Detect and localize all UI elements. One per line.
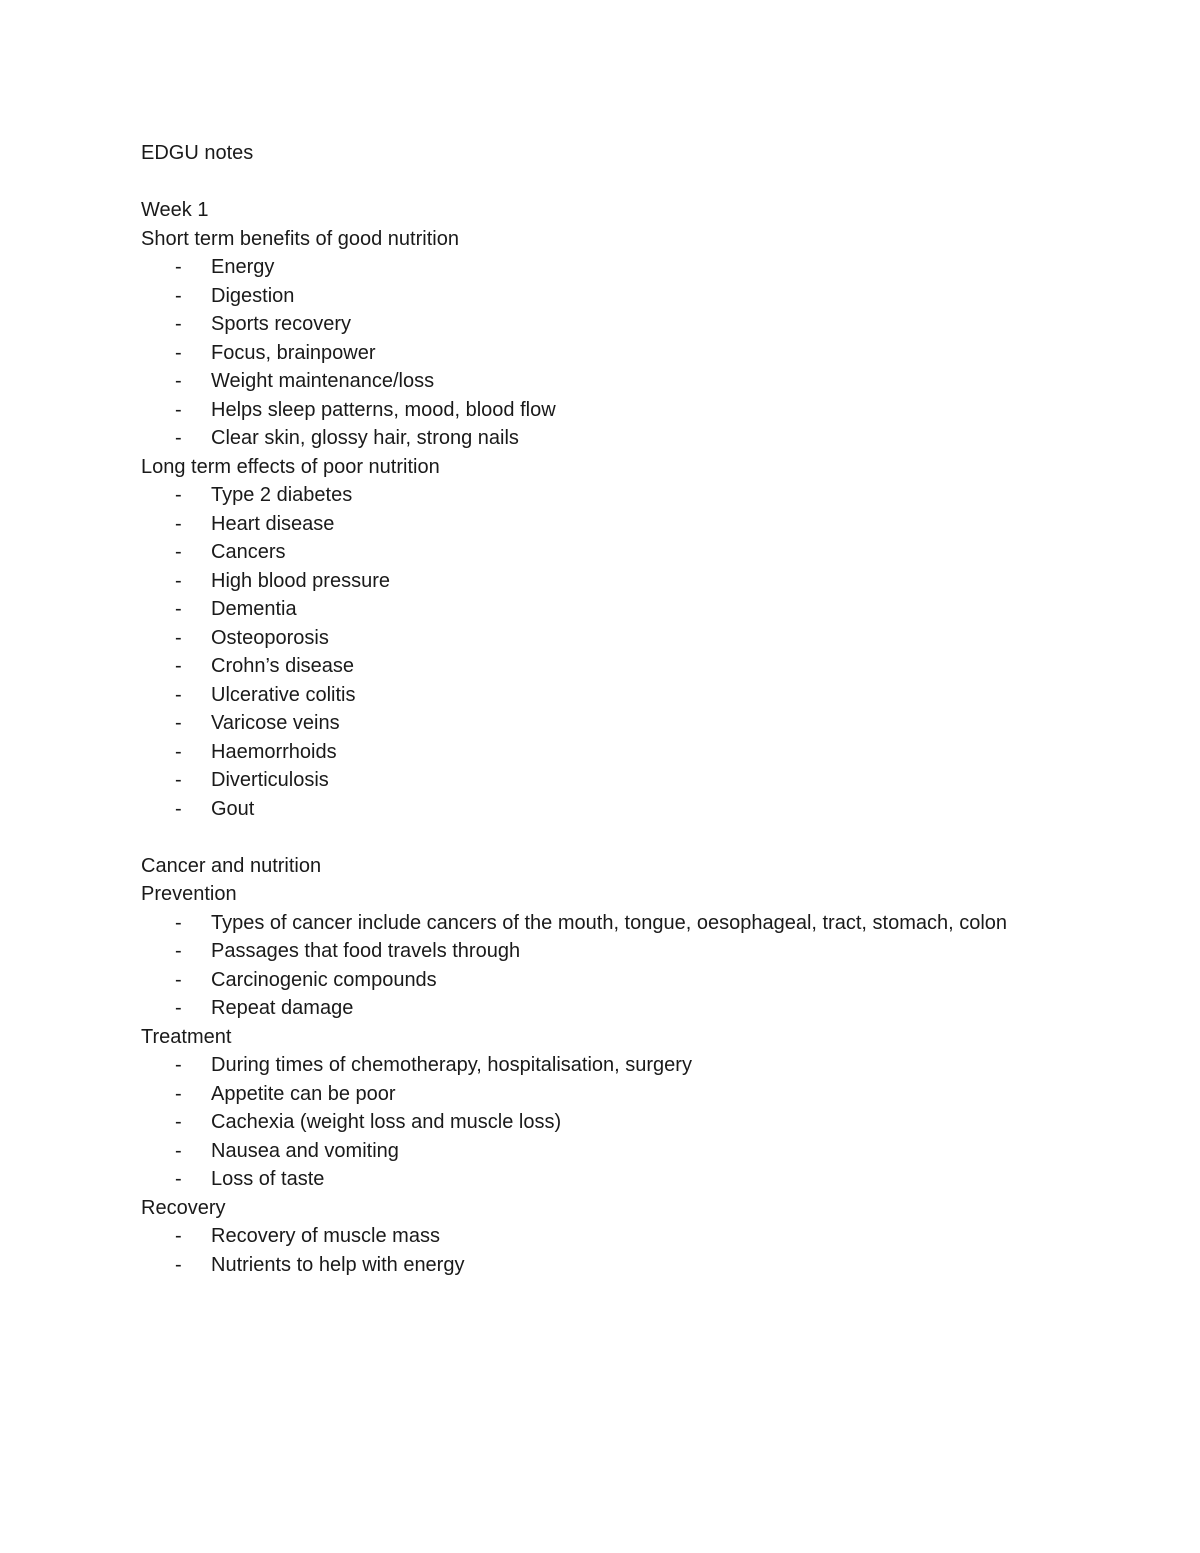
bullet-dash: - <box>175 313 182 335</box>
list-item-text: Osteoporosis <box>211 626 329 649</box>
list-item <box>141 339 1031 368</box>
list-item-text: Digestion <box>211 284 295 307</box>
list-item-text: Cancers <box>211 541 286 563</box>
bullet-dash: - <box>175 626 182 649</box>
list-item <box>141 424 1031 453</box>
bullet-dash: - <box>175 370 182 392</box>
list-item <box>141 624 1031 653</box>
list-item <box>141 709 1031 738</box>
bullet-dash: - <box>175 1054 182 1076</box>
list-item <box>141 766 1031 795</box>
list-item-text: Repeat damage <box>211 997 354 1019</box>
list-item <box>141 1251 1031 1280</box>
list-item <box>141 994 1031 1023</box>
section-short-term-benefits <box>141 225 1041 453</box>
list-item <box>141 1222 1031 1251</box>
list-item <box>141 567 1031 596</box>
list-item-text: Loss of taste <box>211 1168 325 1190</box>
list-item <box>141 282 1031 311</box>
list-item-text: Appetite can be poor <box>211 1082 396 1105</box>
list-item <box>141 1108 1031 1137</box>
list-item-text: Passages that food travels through <box>211 940 521 962</box>
list-item <box>141 310 1031 339</box>
bullet-dash: - <box>175 968 182 991</box>
bullet-dash: - <box>175 769 182 791</box>
bullet-dash: - <box>175 1168 182 1190</box>
list-item-text: High blood pressure <box>211 569 390 592</box>
section-heading: Prevention <box>141 883 237 905</box>
bullet-dash: - <box>175 655 182 677</box>
list-item <box>141 538 1031 567</box>
bullet-dash: - <box>175 740 182 763</box>
list-item-text: Helps sleep patterns, mood, blood flow <box>211 398 556 421</box>
section-long-term-effects <box>141 453 1041 824</box>
list-item <box>141 795 1031 824</box>
list-item-text: Sports recovery <box>211 313 352 335</box>
list-item <box>141 396 1031 425</box>
list-item-text: Heart disease <box>211 512 335 535</box>
cancer-heading: Cancer and nutrition <box>141 854 322 877</box>
bullet-dash: - <box>175 1253 182 1276</box>
bullet-dash: - <box>175 712 182 734</box>
list-item <box>141 253 1031 282</box>
list-item-text: Type 2 diabetes <box>211 484 353 506</box>
list-item-text: Focus, brainpower <box>211 341 376 364</box>
section-prevention <box>141 880 1041 1023</box>
bullet-dash: - <box>175 1111 182 1133</box>
section-heading: Short term benefits of good nutrition <box>141 227 459 250</box>
list-item <box>141 738 1031 767</box>
bullet-dash: - <box>175 997 182 1019</box>
list-item <box>141 1165 1031 1194</box>
bullet-dash: - <box>175 541 182 563</box>
bullet-dash: - <box>175 398 182 421</box>
list-item-text: Crohn’s disease <box>211 655 355 677</box>
section-heading: Recovery <box>141 1196 226 1219</box>
blank-line <box>141 168 1041 197</box>
bullet-dash: - <box>175 911 182 934</box>
list-item-text: Nausea and vomiting <box>211 1139 399 1162</box>
list-item <box>141 681 1031 710</box>
bullet-dash: - <box>175 1225 182 1247</box>
list-item-text: Types of cancer include cancers of the mouth, tongue, oesophageal, tract, stomach, colon <box>211 911 1008 934</box>
bullet-dash: - <box>175 284 182 307</box>
section-heading: Treatment <box>141 1025 232 1048</box>
list-item <box>141 595 1031 624</box>
list-item <box>141 367 1031 396</box>
list-item-text: Dementia <box>211 598 297 620</box>
bullet-dash: - <box>175 512 182 535</box>
blank-line <box>141 823 1041 852</box>
list-item <box>141 1080 1031 1109</box>
bullet-dash: - <box>175 484 182 506</box>
list-item-text: Varicose veins <box>211 712 340 734</box>
list-item-text: Clear skin, glossy hair, strong nails <box>211 427 519 449</box>
section-treatment <box>141 1023 1041 1194</box>
list-item <box>141 510 1031 539</box>
section-heading: Long term effects of poor nutrition <box>141 455 440 478</box>
bullet-dash: - <box>175 1082 182 1105</box>
bullet-dash: - <box>175 797 182 820</box>
list-item <box>141 909 1031 938</box>
list-item-text: Gout <box>211 797 255 820</box>
list-item-text: Haemorrhoids <box>211 740 337 763</box>
bullet-dash: - <box>175 683 182 706</box>
list-item <box>141 1051 1031 1080</box>
list-item-text: Diverticulosis <box>211 769 329 791</box>
list-item-text: Cachexia (weight loss and muscle loss) <box>211 1111 562 1133</box>
list-item-text: Nutrients to help with energy <box>211 1253 465 1276</box>
document-title: EDGU notes <box>141 142 254 164</box>
list-item <box>141 652 1031 681</box>
bullet-dash: - <box>175 1139 182 1162</box>
list-item-text: Weight maintenance/loss <box>211 370 435 392</box>
list-item-text: Energy <box>211 256 275 278</box>
list-item-text: Carcinogenic compounds <box>211 968 437 991</box>
bullet-dash: - <box>175 569 182 592</box>
list-item <box>141 937 1031 966</box>
bullet-dash: - <box>175 598 182 620</box>
section-recovery <box>141 1194 1041 1280</box>
list-item-text: During times of chemotherapy, hospitalisation, surgery <box>211 1054 692 1076</box>
document-page <box>141 139 1041 1279</box>
list-item <box>141 481 1031 510</box>
bullet-dash: - <box>175 341 182 364</box>
bullet-dash: - <box>175 940 182 962</box>
bullet-dash: - <box>175 256 182 278</box>
bullet-dash: - <box>175 427 182 449</box>
list-item <box>141 966 1031 995</box>
list-item <box>141 1137 1031 1166</box>
list-item-text: Ulcerative colitis <box>211 683 356 706</box>
list-item-text: Recovery of muscle mass <box>211 1225 440 1247</box>
week-heading: Week 1 <box>141 199 209 221</box>
